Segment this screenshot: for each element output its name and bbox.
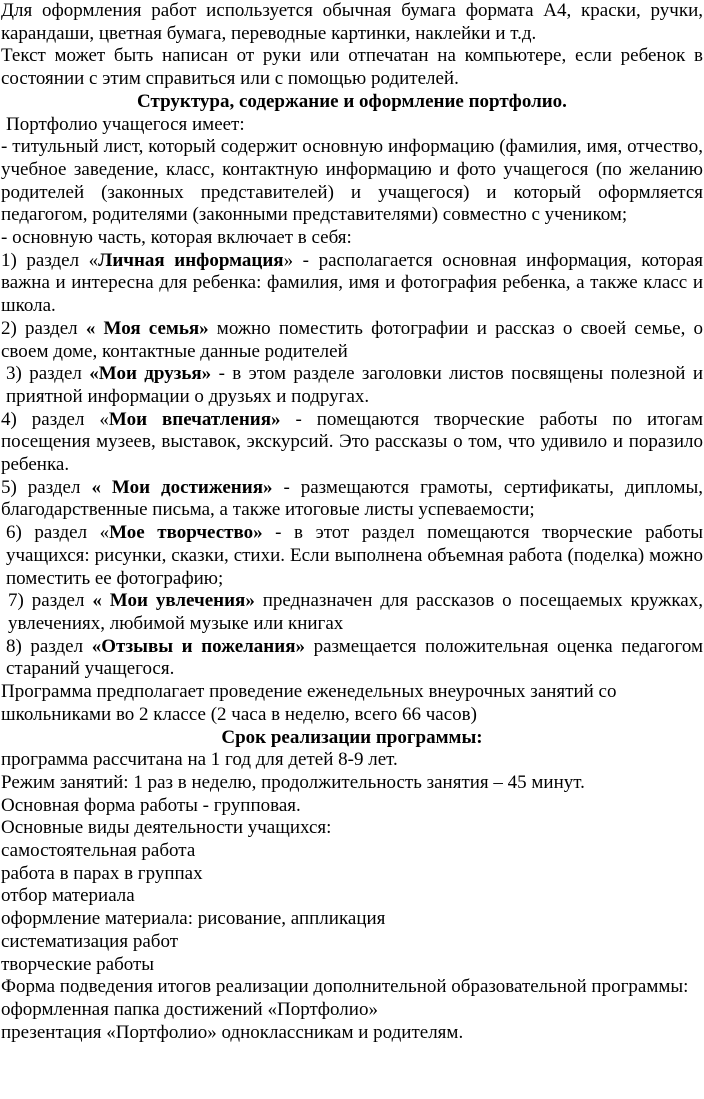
- section-name-2: « Моя семья»: [85, 317, 209, 339]
- timeline-line: систематизация работ: [1, 930, 178, 952]
- timeline-line: оформленная папка достижений «Портфолио»: [1, 998, 378, 1020]
- timeline-line: творческие работы: [1, 953, 155, 975]
- timeline-line: Основная форма работы - групповая.: [1, 794, 301, 816]
- timeline-line: отбор материала: [1, 885, 135, 907]
- program-note: Программа предполагает проведение еженедельных внеурочных занятий со школьниками во 2 классе (2 часа в неделю, всего 66 часов): [1, 681, 617, 725]
- section-name-5: « Мои достижения»: [91, 476, 273, 498]
- section-item-2: 2) раздел « Моя семья» можно поместить фотографии и рассказ о своей семье, о своем доме, контактные данные родителей: [1, 317, 703, 362]
- structure-lead: Портфолио учащегося имеет:: [6, 113, 245, 135]
- section-item-4: 4) раздел «Мои впечатления» - помещаются творческие работы по итогам посещения музеев, выставок, экскурсий. Это рассказы о том, что удивило и поразило ребенка.: [1, 408, 703, 476]
- intro-paragraph-writing: Текст может быть написан от руки или отпечатан на компьютере, если ребенок в состоянии с этим справиться или с помощью родителей.: [1, 45, 703, 90]
- intro-paragraph-materials: Для оформления работ используется обычная бумага формата А4, краски, ручки, карандаши, цветная бумага, переводные картинки, наклейки и т.д.: [1, 0, 703, 44]
- section-item-5: 5) раздел « Мои достижения» - размещаются грамоты, сертификаты, дипломы, благодарственные письма, а также итоговые листы успеваемости;: [1, 476, 703, 521]
- timeline-line: презентация «Портфолио» одноклассникам и родителям.: [1, 1021, 464, 1043]
- section-item-6: 6) раздел «Мое творчество» - в этот раздел помещаются творческие работы учащихся: рисунки, сказки, стихи. Если выполнена объемная работа (поделка) можно поместить ее фотографию;: [6, 522, 704, 589]
- timeline-line: Режим занятий: 1 раз в неделю, продолжительность занятия – 45 минут.: [1, 771, 585, 793]
- section-name-1: Личная информация: [98, 249, 284, 271]
- section-item-8: 8) раздел «Отзывы и пожелания» размещается положительная оценка педагогом стараний учащегося.: [6, 635, 703, 680]
- section-item-3: 3) раздел «Мои друзья» - в этом разделе заголовки листов посвящены полезной и приятной информации о друзьях и подругах.: [6, 363, 703, 407]
- section-item-1: 1) раздел «Личная информация» - располагается основная информация, которая важна и интересна для ребенка: фамилия, имя и фотография ребенка, а также класс и школа.: [1, 249, 703, 317]
- timeline-line: Форма подведения итогов реализации дополнительной образовательной программы:: [1, 976, 689, 998]
- timeline-line: работа в парах в группах: [1, 862, 203, 884]
- timeline-line: Основные виды деятельности учащихся:: [1, 817, 332, 839]
- timeline-line: оформление материала: рисование, аппликация: [1, 908, 386, 930]
- timeline-line: программа рассчитана на 1 год для детей 8-9 лет.: [1, 749, 398, 771]
- section-name-3: «Мои друзья»: [89, 363, 212, 385]
- timeline-heading: Срок реализации программы:: [221, 726, 483, 748]
- section-name-8: «Отзывы и пожелания»: [91, 635, 305, 657]
- structure-heading: Структура, содержание и оформление портфолио.: [137, 90, 567, 112]
- section-name-4: Мои впечатления»: [108, 408, 281, 430]
- section-name-7: « Мои увлечения»: [92, 590, 255, 612]
- section-item-7: 7) раздел « Мои увлечения» предназначен для рассказов о посещаемых кружках, увлечениях, любимой музыке или книгах: [8, 590, 703, 634]
- title-page-item: - титульный лист, который содержит основную информацию (фамилия, имя, отчество, учебное заведение, класс, контактную информацию и фото учащегося (по желанию родителей (законных представителей) и учащегося) и который оформляется педагогом, родителями (законными представителями) совместно с учеником;: [1, 136, 703, 226]
- main-part-item: - основную часть, которая включает в себя:: [1, 227, 352, 249]
- section-name-6: Мое творчество»: [109, 522, 263, 544]
- timeline-line: самостоятельная работа: [1, 840, 196, 862]
